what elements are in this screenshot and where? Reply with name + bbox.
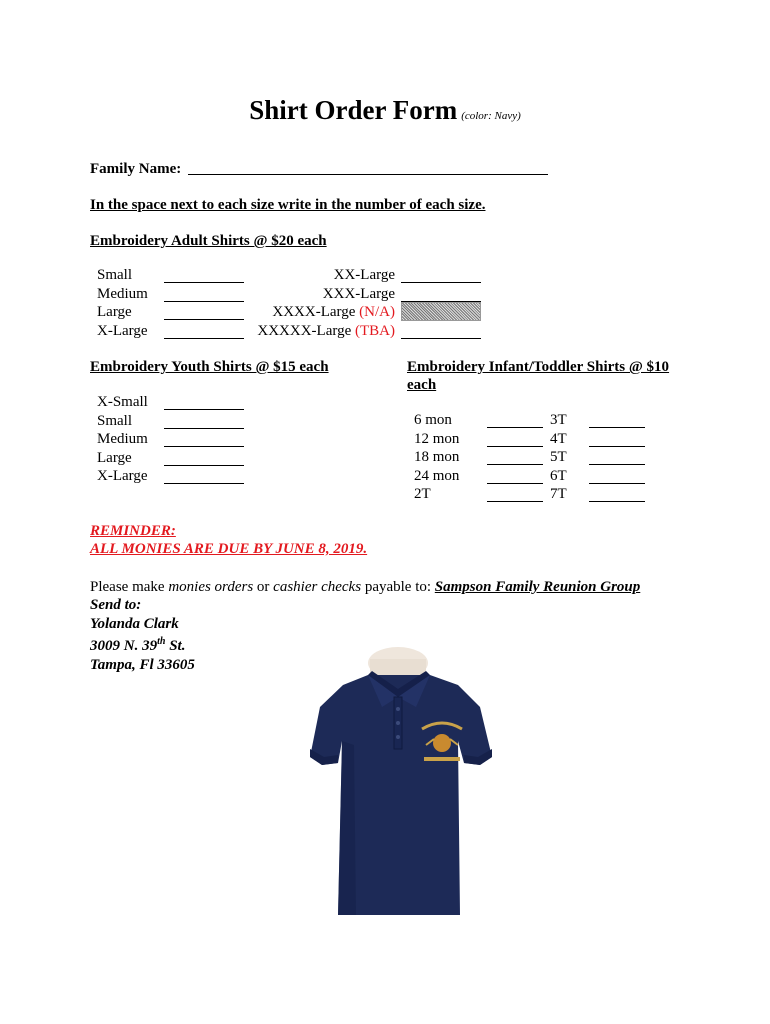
quantity-field[interactable] [164, 282, 244, 283]
payment-instructions [90, 578, 640, 596]
adult-size-label: XXX-Large [322, 285, 395, 302]
infant-size-label: 12 mon [414, 430, 460, 447]
quantity-field[interactable] [164, 301, 244, 302]
navy-polo-shirt-image [308, 645, 498, 925]
infant-size-label: 18 mon [414, 449, 460, 465]
youth-size-label: Medium [97, 431, 148, 447]
quantity-field[interactable] [164, 428, 244, 429]
toddler-size-label: 5T [550, 449, 567, 465]
shirt-button [396, 707, 400, 711]
quantity-field[interactable] [164, 409, 244, 410]
unavailable-hatched-field [401, 302, 481, 321]
mailing-address [90, 596, 195, 674]
page-title [0, 95, 770, 131]
shirt-button [396, 735, 400, 739]
logo-banner [424, 757, 460, 761]
reminder [90, 522, 367, 558]
quantity-field[interactable] [401, 282, 481, 283]
adult-size-label: XX-Large [333, 267, 395, 283]
infant-size-label: 6 mon [414, 412, 452, 428]
adult-size-label: Medium [97, 285, 148, 302]
youth-size-label: X-Small [97, 394, 148, 410]
toddler-size-label: 7T [550, 486, 567, 502]
quantity-field[interactable] [589, 446, 645, 447]
payment-method: monies orders [168, 579, 254, 595]
adult-size-row [257, 322, 395, 341]
quantity-field[interactable] [164, 465, 244, 466]
logo-crest [433, 734, 451, 752]
adult-size-label: XXXX-Large [272, 304, 356, 320]
infant-size-label: 2T [414, 486, 431, 502]
shirt-shading [338, 741, 356, 915]
adult-size-label: Small [97, 267, 133, 283]
youth-size-label: Small [97, 412, 133, 429]
recipient-name: Yolanda Clark [90, 615, 179, 632]
payment-text: Please make [90, 579, 165, 595]
payment-text: or [256, 579, 270, 595]
youth-heading: Embroidery Youth Shirts @ $15 each [90, 359, 329, 375]
toddler-size-label: 4T [550, 430, 567, 447]
quantity-field[interactable] [164, 446, 244, 447]
street-address [90, 633, 195, 656]
youth-size-label: Large [97, 449, 132, 466]
quantity-field[interactable] [164, 338, 244, 339]
street-name: St. [165, 638, 186, 654]
adult-size-row [323, 285, 395, 304]
family-name-field[interactable] [188, 174, 548, 175]
adult-size-row [272, 303, 395, 322]
color-note: (color: Navy) [461, 110, 521, 122]
adult-heading: Embroidery Adult Shirts @ $20 each [90, 233, 327, 249]
quantity-field[interactable] [487, 483, 543, 484]
quantity-field[interactable] [164, 319, 244, 320]
payee-name: Sampson Family Reunion Group [434, 579, 641, 595]
instructions: In the space next to each size write in the number of each size. [90, 197, 486, 213]
infant-heading-line2: each [407, 377, 437, 393]
quantity-field[interactable] [164, 483, 244, 484]
quantity-field[interactable] [487, 501, 543, 502]
quantity-field[interactable] [487, 427, 543, 428]
adult-size-label: X-Large [97, 322, 148, 339]
youth-size-label: X-Large [97, 468, 148, 484]
toddler-size-label: 3T [550, 412, 567, 428]
adult-size-label: XXXXX-Large [257, 322, 352, 339]
reminder-title: REMINDER: [90, 523, 176, 539]
city-state-zip: Tampa, Fl 33605 [90, 656, 195, 673]
quantity-field[interactable] [589, 483, 645, 484]
quantity-field[interactable] [487, 464, 543, 465]
adult-size-row [334, 266, 395, 285]
quantity-field[interactable] [589, 427, 645, 428]
quantity-field[interactable] [401, 338, 481, 339]
quantity-field[interactable] [589, 501, 645, 502]
payment-method: cashier checks [273, 579, 362, 595]
infant-heading [407, 358, 669, 394]
toddler-size-label: 6T [550, 467, 567, 484]
infant-heading-line1: Embroidery Infant/Toddler Shirts @ $10 [407, 359, 670, 375]
family-name-row [90, 160, 181, 178]
quantity-field[interactable] [589, 464, 645, 465]
street-number: 3009 N. 39 [90, 638, 158, 654]
family-name-label: Family Name: [90, 161, 182, 177]
tba-note: (TBA) [355, 322, 395, 339]
form-title: Shirt Order Form [249, 95, 458, 125]
shirt-button [396, 721, 400, 725]
adult-size-label: Large [97, 304, 132, 320]
infant-size-label: 24 mon [414, 467, 460, 484]
send-to-label: Send to: [90, 597, 142, 613]
quantity-field[interactable] [487, 446, 543, 447]
ordinal-suffix: th [157, 636, 166, 647]
reminder-due-date: ALL MONIES ARE DUE BY JUNE 8, 2019. [90, 541, 368, 557]
payment-text: payable to: [364, 579, 432, 595]
unavailable-note: (N/A) [359, 304, 395, 320]
